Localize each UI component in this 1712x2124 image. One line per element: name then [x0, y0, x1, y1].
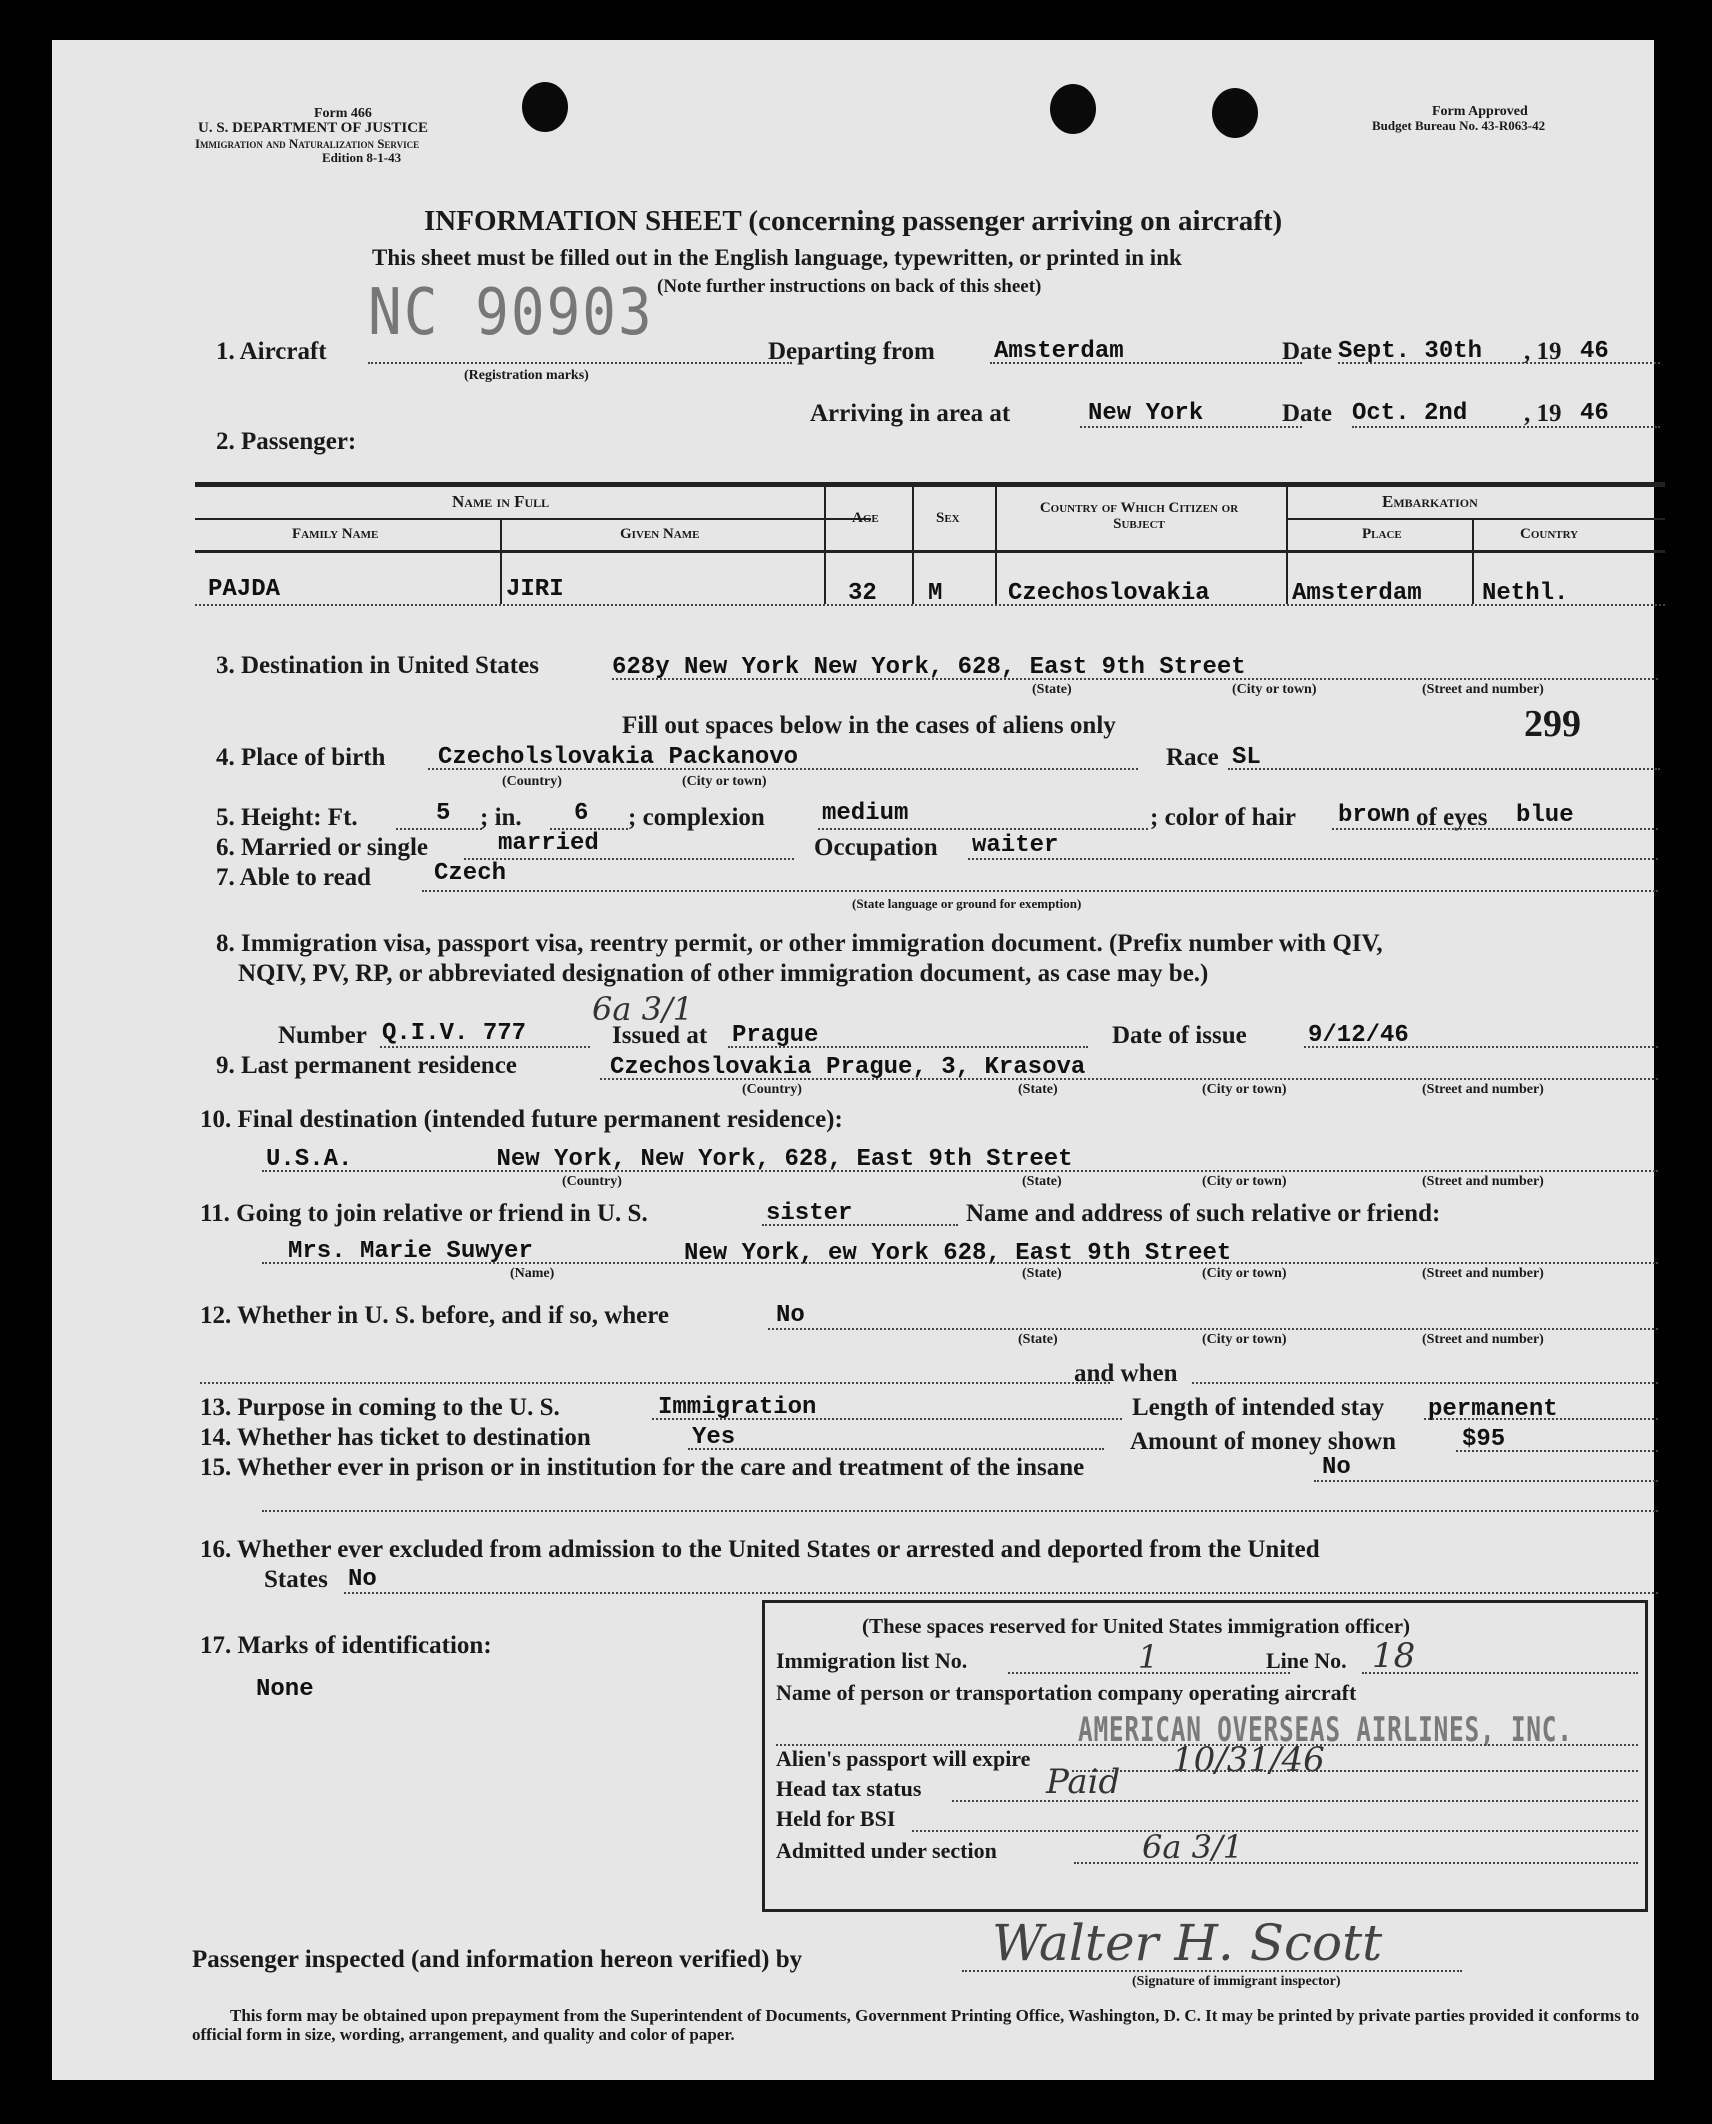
departure-date-label: Date: [1282, 338, 1332, 365]
race-value: SL: [1232, 744, 1261, 771]
company-stamp: AMERICAN OVERSEAS AIRLINES, INC.: [1078, 1710, 1573, 1750]
ticket-label: 14. Whether has ticket to destination: [200, 1424, 591, 1451]
hair-value: brown: [1338, 802, 1411, 829]
form-number: Form 466: [314, 106, 372, 121]
before-label: 12. Whether in U. S. before, and if so, where: [200, 1302, 669, 1329]
residence-label: 9. Last permanent residence: [216, 1052, 517, 1079]
residence-caption-state: (State): [1018, 1082, 1058, 1097]
aliens-heading: Fill out spaces below in the cases of aliens only: [622, 712, 1116, 739]
excluded-label-line-2: States: [264, 1566, 328, 1593]
inspector-signature: Walter H. Scott: [992, 1914, 1383, 1972]
marks-label: 17. Marks of identification:: [200, 1632, 492, 1659]
page-subtitle: This sheet must be filled out in the English language, typewritten, or printed in ink: [372, 245, 1182, 270]
footer-text: This form may be obtained upon prepayment from the Superintendent of Documents, Government Printing Office, Washington, D. C. It may be printed by private parties provided it conforms to official form in size, wording, arrangement, and quality and color of paper.: [192, 2006, 1640, 2044]
final-caption-street: (Street and number): [1422, 1174, 1544, 1189]
read-label: 7. Able to read: [216, 864, 372, 891]
money-label: Amount of money shown: [1130, 1428, 1397, 1455]
eyes-label: of eyes: [1416, 804, 1488, 831]
residence-caption-city: (City or town): [1202, 1082, 1287, 1097]
arriving-label: Arriving in area at: [810, 400, 1011, 427]
departure-year: 46: [1580, 338, 1609, 365]
stamp-number: NC 90903: [368, 275, 654, 350]
final-caption-state: (State): [1022, 1174, 1062, 1189]
officer-box-heading: (These spaces reserved for United States immigration officer): [862, 1614, 1411, 1638]
column-header-sex: Sex: [936, 510, 960, 526]
passenger-given-name: JIRI: [506, 576, 564, 603]
departure-date: Sept. 30th: [1338, 338, 1483, 365]
marks-value: None: [256, 1676, 314, 1703]
visa-label-line-2: NQIV, PV, RP, or abbreviated designation of other immigration document, as case may be.): [238, 960, 1209, 987]
passport-expire-label: Alien's passport will expire: [776, 1746, 1031, 1771]
relative-caption-state: (State): [1022, 1266, 1062, 1281]
column-header-family-name: Family Name: [292, 526, 379, 542]
aircraft-label: 1. Aircraft: [216, 338, 327, 365]
issued-at-value: Prague: [732, 1022, 819, 1049]
departing-value: Amsterdam: [994, 338, 1124, 365]
destination-caption-city: (City or town): [1232, 682, 1317, 697]
arrival-date: Oct. 2nd: [1352, 400, 1468, 427]
residence-caption-street: (Street and number): [1422, 1082, 1544, 1097]
head-tax-label: Head tax status: [776, 1776, 922, 1801]
destination-caption-street: (Street and number): [1422, 682, 1544, 697]
column-header-name-in-full: Name in Full: [452, 492, 550, 511]
height-feet: 5: [436, 800, 451, 827]
relative-value: sister: [766, 1200, 853, 1227]
punch-hole: [522, 82, 568, 132]
prison-value: No: [1322, 1454, 1351, 1481]
form-approved: Form Approved: [1432, 104, 1528, 119]
relative-caption-street: (Street and number): [1422, 1266, 1544, 1281]
passenger-citizenship: Czechoslovakia: [1008, 580, 1210, 607]
budget-bureau: Budget Bureau No. 43-R063-42: [1372, 118, 1546, 133]
final-caption-city: (City or town): [1202, 1174, 1287, 1189]
issued-at-label: Issued at: [612, 1022, 708, 1049]
bsi-label: Held for BSI: [776, 1806, 896, 1831]
residence-value: Czechoslovakia Prague, 3, Krasova: [610, 1054, 1086, 1081]
visa-annotation: 6a 3/1: [592, 990, 694, 1028]
visa-label-line-1: 8. Immigration visa, passport visa, reentry permit, or other immigration document. (Prefix number with QIV,: [216, 930, 1383, 957]
edition: Edition 8-1-43: [322, 150, 402, 165]
registration-caption: (Registration marks): [464, 368, 589, 383]
eyes-value: blue: [1516, 802, 1574, 829]
issue-date: 9/12/46: [1308, 1022, 1409, 1049]
embarkation-country: Nethl.: [1482, 580, 1569, 607]
final-destination-label: 10. Final destination (intended future permanent residence):: [200, 1106, 843, 1133]
passenger-sex: M: [928, 580, 943, 607]
embarkation-place: Amsterdam: [1292, 580, 1422, 607]
height-inches: 6: [574, 800, 589, 827]
passenger-label: 2. Passenger:: [216, 428, 357, 455]
birth-value: Czecholslovakia Packanovo: [438, 744, 799, 771]
before-caption-street: (Street and number): [1422, 1332, 1544, 1347]
passport-expire-value: 10/31/46: [1172, 1740, 1325, 1780]
column-header-age: Age: [852, 510, 879, 526]
married-label: 6. Married or single: [216, 834, 428, 861]
form-sheet: [52, 40, 1654, 2080]
excluded-value: No: [348, 1566, 377, 1593]
occupation-label: Occupation: [814, 834, 938, 861]
destination-label: 3. Destination in United States: [216, 652, 539, 679]
occupation-value: waiter: [972, 832, 1059, 859]
line-no-value: 18: [1372, 1636, 1416, 1676]
relative-address: New York, ew York 628, East 9th Street: [684, 1240, 1232, 1267]
arrival-year: 46: [1580, 400, 1609, 427]
height-label: 5. Height: Ft.: [216, 804, 358, 831]
year-prefix: , 19: [1524, 400, 1562, 427]
instruction-note: (Note further instructions on back of this sheet): [657, 276, 1042, 297]
column-header-place: Place: [1362, 526, 1402, 542]
relative-name: Mrs. Marie Suwyer: [288, 1238, 533, 1265]
column-header-country: Country: [1520, 526, 1579, 542]
inches-label: ; in.: [480, 804, 522, 831]
before-caption-state: (State): [1018, 1332, 1058, 1347]
admitted-value: 6a 3/1: [1142, 1828, 1244, 1866]
final-destination-value: U.S.A. New York, New York, 628, East 9th Street: [266, 1146, 1073, 1173]
married-value: married: [498, 830, 599, 857]
stay-label: Length of intended stay: [1132, 1394, 1385, 1421]
complexion-label: ; complexion: [628, 804, 765, 831]
department: U. S. DEPARTMENT OF JUSTICE: [198, 120, 429, 136]
departing-label: Departing from: [768, 338, 935, 365]
company-label: Name of person or transportation company operating aircraft: [776, 1680, 1357, 1705]
relative-caption-city: (City or town): [1202, 1266, 1287, 1281]
admitted-label: Admitted under section: [776, 1838, 997, 1863]
purpose-label: 13. Purpose in coming to the U. S.: [200, 1394, 560, 1421]
relative-label: 11. Going to join relative or friend in U. S.: [200, 1200, 648, 1227]
relative-name-label: Name and address of such relative or friend:: [966, 1200, 1441, 1227]
service: Immigration and Naturalization Service: [195, 136, 420, 151]
passenger-family-name: PAJDA: [208, 576, 281, 603]
relative-caption-name: (Name): [510, 1266, 555, 1281]
ticket-value: Yes: [692, 1424, 736, 1451]
prison-label: 15. Whether ever in prison or in institution for the care and treatment of the insane: [200, 1454, 1085, 1481]
column-header-embarkation: Embarkation: [1382, 492, 1478, 511]
column-header-citizenship: Country of Which Citizen or Subject: [1039, 500, 1239, 532]
head-tax-value: Paid: [1046, 1762, 1121, 1802]
sheet-number: 299: [1524, 703, 1581, 745]
read-caption: (State language or ground for exemption): [852, 896, 1082, 911]
birth-label: 4. Place of birth: [216, 744, 386, 771]
list-no-label: Immigration list No.: [776, 1648, 968, 1673]
stay-value: permanent: [1428, 1396, 1558, 1423]
arriving-value: New York: [1088, 400, 1204, 427]
visa-number-label: Number: [278, 1022, 367, 1049]
birth-caption-city: (City or town): [682, 774, 767, 789]
purpose-value: Immigration: [658, 1394, 817, 1421]
list-no-value: 1: [1138, 1638, 1159, 1676]
when-label: and when: [1074, 1360, 1178, 1387]
before-caption-city: (City or town): [1202, 1332, 1287, 1347]
money-value: $95: [1462, 1426, 1506, 1453]
signature-caption: (Signature of immigrant inspector): [1132, 1974, 1341, 1989]
destination-caption-state: (State): [1032, 682, 1072, 697]
punch-hole: [1050, 84, 1096, 134]
excluded-label-line-1: 16. Whether ever excluded from admission to the United States or arrested and deported from the United: [200, 1536, 1320, 1563]
passenger-age: 32: [848, 580, 877, 607]
year-prefix: , 19: [1524, 338, 1562, 365]
column-header-given-name: Given Name: [620, 526, 700, 542]
hair-label: ; color of hair: [1150, 804, 1297, 831]
before-value: No: [776, 1302, 805, 1329]
issue-date-label: Date of issue: [1112, 1022, 1247, 1049]
destination-value: 628y New York New York, 628, East 9th Street: [612, 654, 1246, 681]
arrival-date-label: Date: [1282, 400, 1332, 427]
read-value: Czech: [434, 860, 507, 887]
punch-hole: [1212, 88, 1258, 138]
race-label: Race: [1166, 744, 1219, 771]
visa-number: Q.I.V. 777: [382, 1020, 527, 1047]
complexion-value: medium: [822, 800, 909, 827]
page-title: INFORMATION SHEET (concerning passenger arriving on aircraft): [424, 205, 1283, 237]
line-no-label: Line No.: [1266, 1648, 1347, 1673]
final-caption-country: (Country): [562, 1174, 622, 1189]
residence-caption-country: (Country): [742, 1082, 802, 1097]
birth-caption-country: (Country): [502, 774, 562, 789]
inspected-label: Passenger inspected (and information hereon verified) by: [192, 1946, 803, 1973]
